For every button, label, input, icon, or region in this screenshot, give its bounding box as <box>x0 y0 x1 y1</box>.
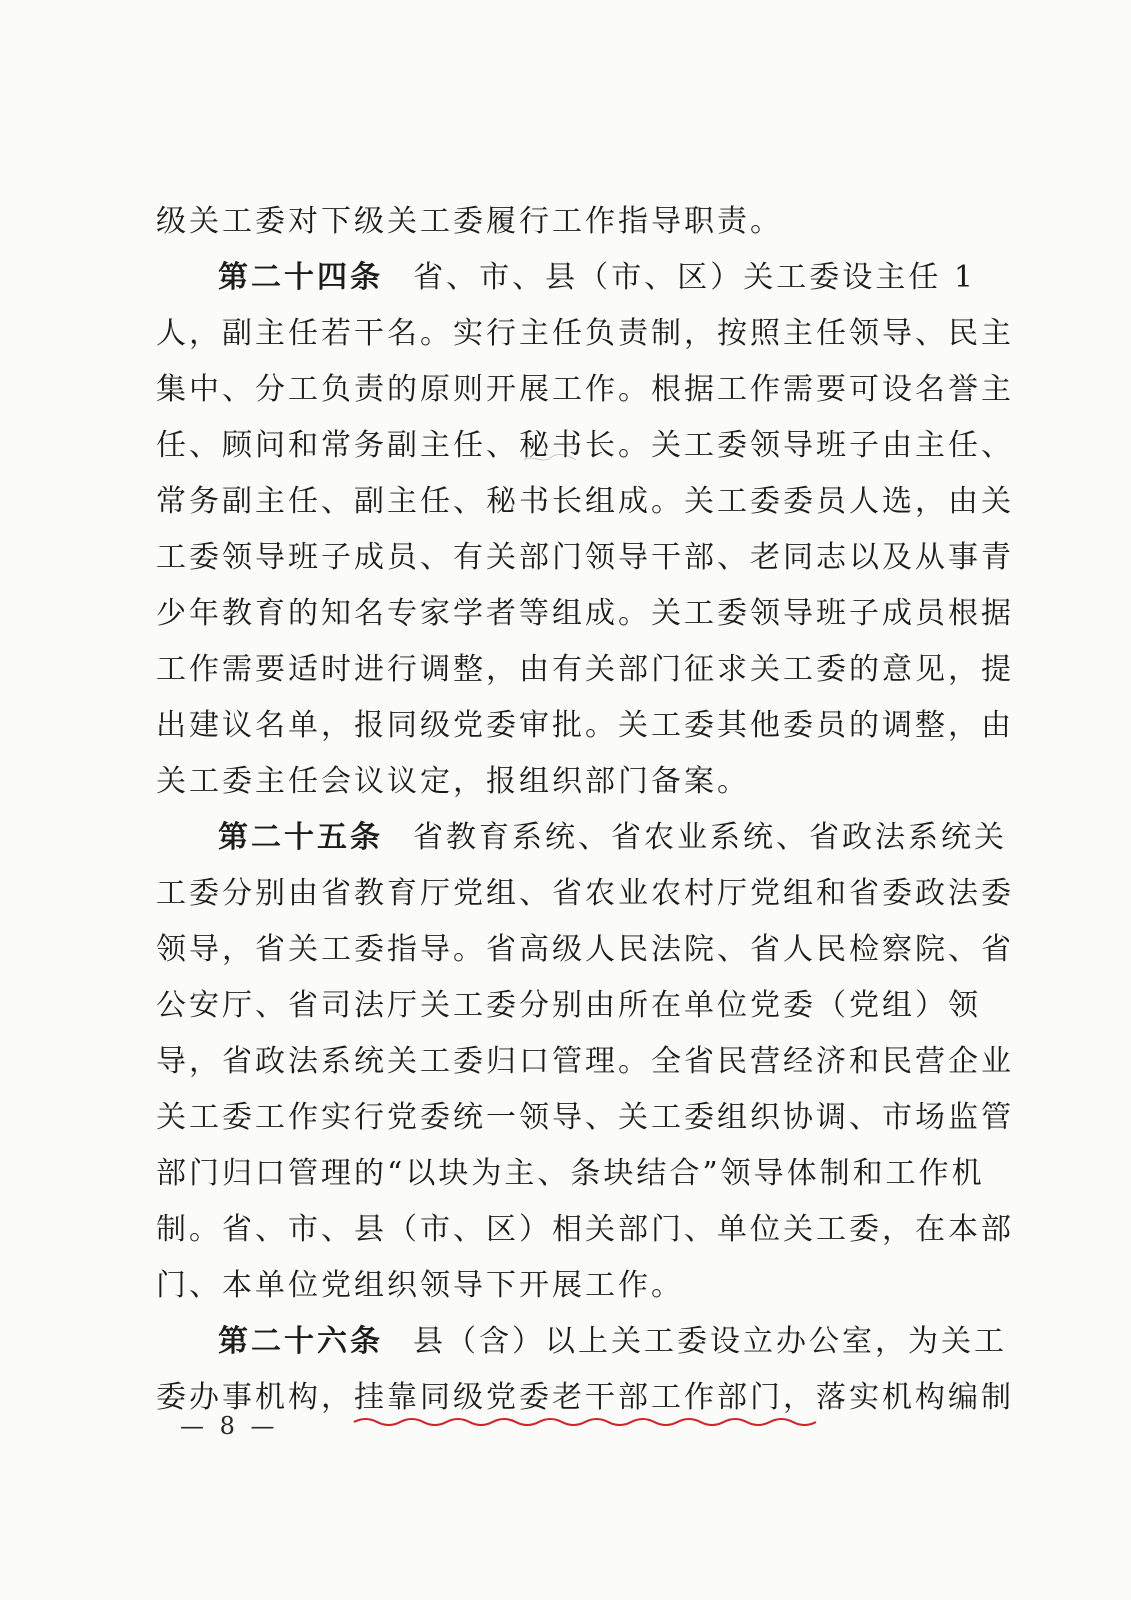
text-line-underlined <box>156 1370 1014 1426</box>
body-text <box>156 194 1014 1426</box>
line-text: 公安厅、省司法厅关工委分别由所在单位党委（党组）领 <box>156 988 981 1023</box>
article-first-line <box>156 1314 1007 1370</box>
line-text: 任、顾问和常务副主任、秘书长。关工委领导班子由主任、 <box>156 428 1014 463</box>
text-line <box>156 922 1014 978</box>
text-line <box>156 418 1014 474</box>
line-text: 委办事机构， <box>156 1380 354 1415</box>
line-text: 关工委主任会议议定，报组织部门备案。 <box>156 764 750 799</box>
article-heading: 第二十五条 <box>218 820 383 855</box>
text-line <box>156 586 1014 642</box>
line-text: 常务副主任、副主任、秘书长组成。关工委委员人选，由关 <box>156 484 1014 519</box>
line-text: 落实机构编制 <box>816 1380 1014 1415</box>
underlined-phrase <box>354 1370 816 1426</box>
line-text: 少年教育的知名专家学者等组成。关工委领导班子成员根据 <box>156 596 1014 631</box>
line-text: 制。省、市、县（市、区）相关部门、单位关工委，在本部 <box>156 1212 1014 1247</box>
text-line <box>156 1146 985 1202</box>
line-text: 导，省政法系统关工委归口管理。全省民营经济和民营企业 <box>156 1044 1014 1079</box>
text-line <box>156 362 1014 418</box>
line-text: 工作需要适时进行调整，由有关部门征求关工委的意见，提 <box>156 652 1014 687</box>
line-text: 工委分别由省教育厅党组、省农业农村厅党组和省委政法委 <box>156 876 1014 911</box>
text-line <box>156 1258 976 1314</box>
text-line <box>156 530 1014 586</box>
text-line <box>156 866 1014 922</box>
line-text: 领导，省关工委指导。省高级人民法院、省人民检察院、省 <box>156 932 1014 967</box>
line-text: 工委领导班子成员、有关部门领导干部、老同志以及从事青 <box>156 540 1014 575</box>
text-line <box>156 978 981 1034</box>
text-line <box>156 474 1014 530</box>
article-first-line <box>156 810 1007 866</box>
line-text: 人，副主任若干名。实行主任负责制，按照主任领导、民主 <box>156 316 1014 351</box>
text-line <box>156 1034 1014 1090</box>
line-text: 出建议名单，报同级党委审批。关工委其他委员的调整，由 <box>156 708 1014 743</box>
text-line <box>156 698 1014 754</box>
line-text: 集中、分工负责的原则开展工作。根据工作需要可设名誉主 <box>156 372 1014 407</box>
line-text: 县（含）以上关工委设立办公室，为关工 <box>413 1324 1007 1359</box>
underlined-text: 挂靠同级党委老干部工作部门， <box>354 1380 816 1415</box>
line-text: 部门归口管理的“以块为主、条块结合”领导体制和工作机 <box>156 1156 985 1191</box>
text-line <box>156 1202 1014 1258</box>
text-line <box>156 642 1014 698</box>
article-heading: 第二十六条 <box>218 1324 383 1359</box>
text-line <box>156 194 976 250</box>
line-text: 门、本单位党组织领导下开展工作。 <box>156 1268 684 1303</box>
text-line <box>156 754 976 810</box>
text-line <box>156 1090 1014 1146</box>
article-heading: 第二十四条 <box>218 260 384 295</box>
page-number: — 8 — <box>180 1412 279 1440</box>
line-text: 级关工委对下级关工委履行工作指导职责。 <box>156 204 783 239</box>
article-first-line <box>156 250 976 306</box>
red-wavy-underline <box>354 1416 816 1430</box>
line-text: 省教育系统、省农业系统、省政法系统关 <box>413 820 1007 855</box>
line-text: 省、市、县（市、区）关工委设主任 1 <box>413 260 977 295</box>
line-text: 关工委工作实行党委统一领导、关工委组织协调、市场监管 <box>156 1100 1014 1135</box>
text-line <box>156 306 1014 362</box>
